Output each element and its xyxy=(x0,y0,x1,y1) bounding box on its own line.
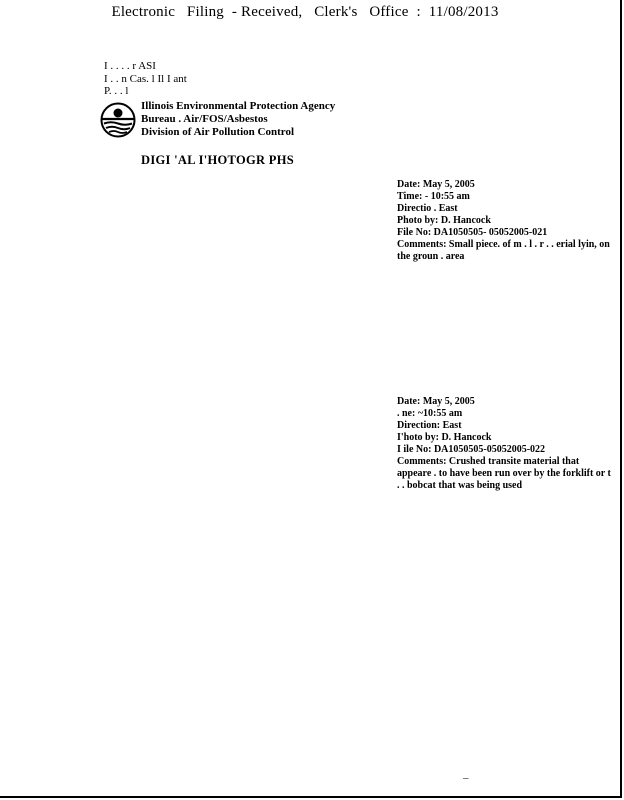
section-title: DIGI 'AL I'HOTOGR PHS xyxy=(141,153,294,167)
photo-file-number: File No: DA1050505- 05052005-021 xyxy=(397,227,548,238)
footer-mark: _ xyxy=(463,768,469,780)
page-border-bottom xyxy=(0,796,622,798)
photo-caption-1 xyxy=(397,179,612,263)
photo-direction: Directio . East xyxy=(397,203,458,214)
agency-bureau: Bureau . Air/FOS/Asbestos xyxy=(141,113,268,125)
agency-division: Division of Air Pollution Control xyxy=(141,126,295,138)
photo-direction: Direction: East xyxy=(397,420,462,431)
document-info-line-3: P. . . l xyxy=(104,85,129,97)
photo-author: Photo by: D. Hancock xyxy=(397,215,491,226)
filing-stamp: Electronic Filing - Received, Clerk's Office : 11/08/2013 xyxy=(111,4,499,20)
photo-caption-2 xyxy=(397,396,612,492)
photo-file-number: I ile No: DA1050505-05052005-022 xyxy=(397,444,546,455)
photo-time: Time: - 10:55 am xyxy=(397,191,470,202)
document-info-line-2: I . . n Cas. l Il I ant xyxy=(104,72,187,85)
page-border-right xyxy=(620,0,622,798)
agency-name: Illinois Environmental Protection Agency xyxy=(141,100,336,112)
agency-heading xyxy=(141,100,335,139)
photo-author: I'hoto by: D. Hancock xyxy=(397,432,492,443)
document-info-line-1: I . . . . r ASI xyxy=(104,60,156,72)
illinois-epa-seal-icon xyxy=(100,102,136,138)
document-info xyxy=(104,60,187,98)
photo-time: . ne: ~10:55 am xyxy=(397,408,463,419)
photo-date: Date: May 5, 2005 xyxy=(397,179,475,190)
photo-comments: Comments: Crushed transite material that appeare . to have been run over by the forklift or t . . bobcat that was being used xyxy=(397,456,611,491)
photo-date: Date: May 5, 2005 xyxy=(397,396,475,407)
photo-comments: Comments: Small piece. of m . l . r . . erial lyin, on the groun . area xyxy=(397,239,610,262)
